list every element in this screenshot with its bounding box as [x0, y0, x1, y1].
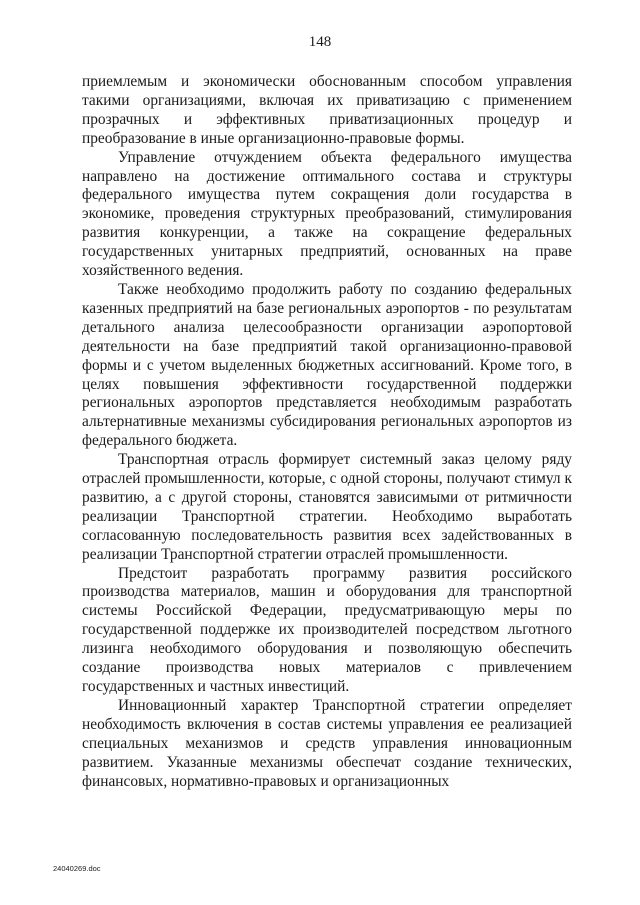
page-number: 148 [308, 34, 332, 50]
paragraph-regional-airports: Также необходимо продолжить работу по созданию федеральных казенных предприятий на базе региональных аэропортов - по результатам детального анализа целесообразности организации аэропортовой деятельности на базе предприятий такой организационно-правовой формы и с учетом выделенных бюджетных ассигнований. Кроме того, в целях повышения эффективности государственной поддержки региональных аэропортов представляется необходимым разработать альтернативные механизмы субсидирования региональных аэропортов из федерального бюджета. [82, 280, 572, 450]
paragraph-innovation: Инновационный характер Транспортной стратегии определяет необходимость включения в состав системы управления ее реализацией специальных механизмов и средств управления инновационным развитием. Указанные механизмы обеспечат создание технических, финансовых, нормативно-правовых и организационных [82, 696, 572, 790]
paragraph-continuation: приемлемым и экономически обоснованным способом управления такими организациями, включая их приватизацию с применением прозрачных и эффективных приватизационных процедур и преобразование в иные организационно-правовые формы. [82, 73, 572, 147]
document-body [82, 73, 572, 791]
paragraph-production-program: Предстоит разработать программу развития российского производства материалов, машин и оборудования для транспортной системы Российской Федерации, предусматривающую меры по государственной поддержке их производителей посредством льготного лизинга необходимого оборудования и позволяющую обеспечить создание производства новых материалов с привлечением государственных и частных инвестиций. [82, 564, 572, 695]
paragraph-property-alienation: Управление отчуждением объекта федерального имущества направлено на достижение оптимального состава и структуры федерального имущества путем сокращения доли государства в экономике, проведения структурных преобразований, стимулирования развития конкуренции, а также на сокращение федеральных государственных унитарных предприятий, основанных на праве хозяйственного ведения. [82, 148, 572, 280]
paragraph-transport-industry: Транспортная отрасль формирует системный заказ целому ряду отраслей промышленности, которые, с одной стороны, получают стимул к развитию, а с другой стороны, становятся зависимыми от ритмичности реализации Транспортной стратегии. Необходимо выработать согласованную последовательность развития всех задействованных в реализации Транспортной стратегии отраслей промышленности. [82, 451, 572, 563]
document-filename: 24040269.doc [53, 864, 101, 873]
